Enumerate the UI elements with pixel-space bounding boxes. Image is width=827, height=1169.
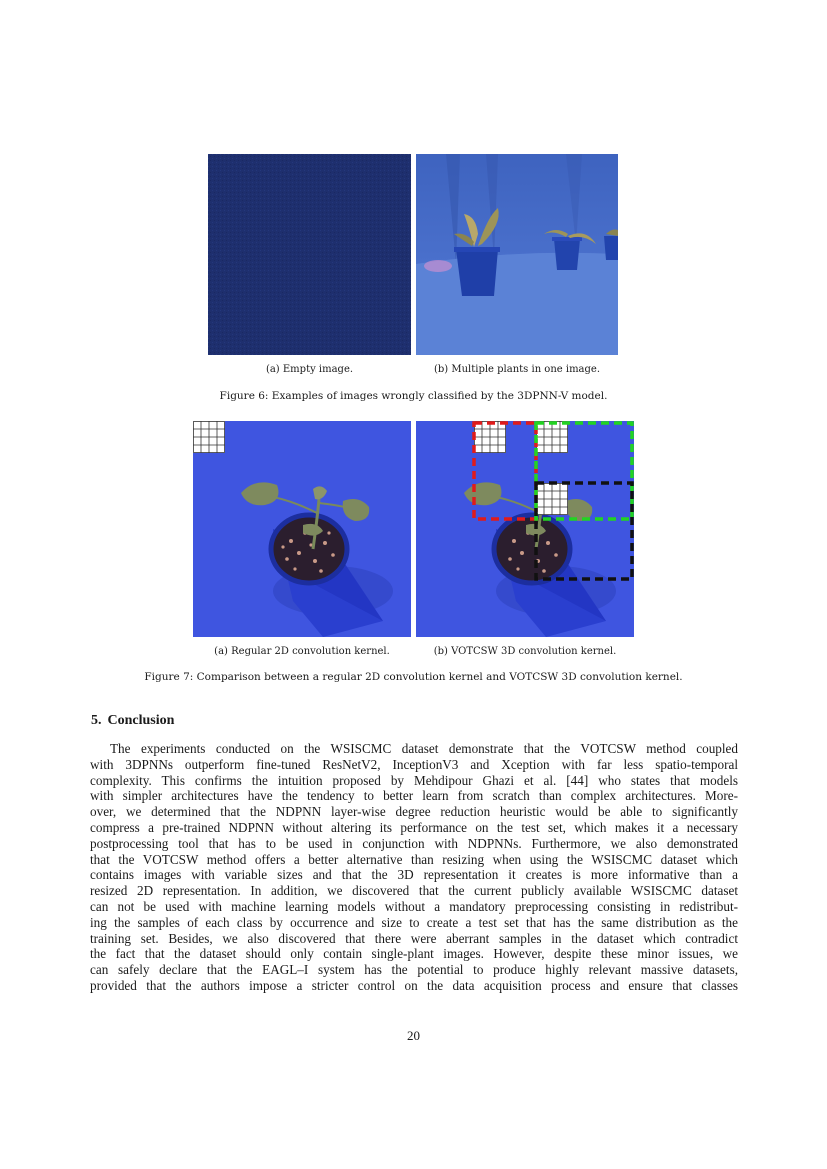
paragraph-line: the fact that the dataset should only contain single-plant images. However, despite these minor issues, we [90, 946, 738, 962]
figure6-empty-image [208, 154, 411, 355]
figure7-subcaption-b: (b) VOTCSW 3D convolution kernel. [433, 646, 617, 657]
paragraph-line: that the VOTCSW method offers a better alternative than resizing when using the WSISCMC dataset which [90, 851, 738, 867]
paragraph-line: provided that the authors impose a stricter control on the data acquisition process and ensure that classes [90, 977, 738, 993]
figure7-caption: Figure 7: Comparison between a regular 2D convolution kernel and VOTCSW 3D convolution kernel. [144, 671, 683, 683]
figure7-2d-kernel-image [193, 421, 411, 637]
paragraph-line: can safely declare that the EAGL–I system has the potential to produce highly relevant massive datasets, [90, 962, 738, 978]
figure6-subcaption-b: (b) Multiple plants in one image. [433, 364, 601, 375]
paragraph-line: compress a pre-trained NDPNN without altering its performance on the test set, which makes it a necessary [90, 819, 738, 835]
page-number: 20 [407, 1028, 420, 1043]
paragraph-line: complexity. This confirms the intuition proposed by Mehdipour Ghazi et al. [44] who states that models [90, 772, 738, 788]
section-number: 5. [91, 713, 102, 728]
paragraph-line: resized 2D representation. In addition, we discovered that the current publicly available WSISCMC dataset [90, 883, 738, 899]
figure7-3d-kernel-image [416, 421, 634, 637]
paragraph-line: The experiments conducted on the WSISCMC dataset demonstrate that the VOTCSW method coupled [110, 741, 738, 756]
paragraph-line: can not be used with machine learning models without a mandatory preprocessing consisting in redistribut- [90, 898, 738, 914]
section-heading [91, 713, 174, 729]
paragraph-line: with simpler architectures have the tendency to better learn from scratch than complex architectures. More- [90, 788, 738, 804]
figure6-multiple-plants-image [416, 154, 618, 355]
paragraph-line: over, we determined that the NDPNN layer-wise degree reduction heuristic would be able to significantly [90, 804, 738, 820]
figure6-subcaption-a: (a) Empty image. [265, 364, 354, 375]
section-title: Conclusion [107, 713, 175, 728]
paragraph-line: with 3DPNNs outperform fine-tuned ResNetV2, InceptionV3 and Xception with far less spatio-temporal [90, 756, 738, 772]
figure7-subcaption-a: (a) Regular 2D convolution kernel. [214, 646, 390, 657]
conclusion-paragraph [90, 741, 738, 994]
paragraph-line: training set. Besides, we also discovered that there were aberrant samples in the dataset which contradict [90, 930, 738, 946]
figure6-caption: Figure 6: Examples of images wrongly classified by the 3DPNN-V model. [219, 390, 608, 402]
paragraph-line: postprocessing tool that has to be used in conjunction with NDPNNs. Furthermore, we also demonstrated [90, 835, 738, 851]
paragraph-line: contains images with variable sizes and that the 3D representation it creates is more informative than a [90, 867, 738, 883]
paragraph-line: ing the samples of each class by occurrence and size to create a test set that has the same distribution as the [90, 914, 738, 930]
